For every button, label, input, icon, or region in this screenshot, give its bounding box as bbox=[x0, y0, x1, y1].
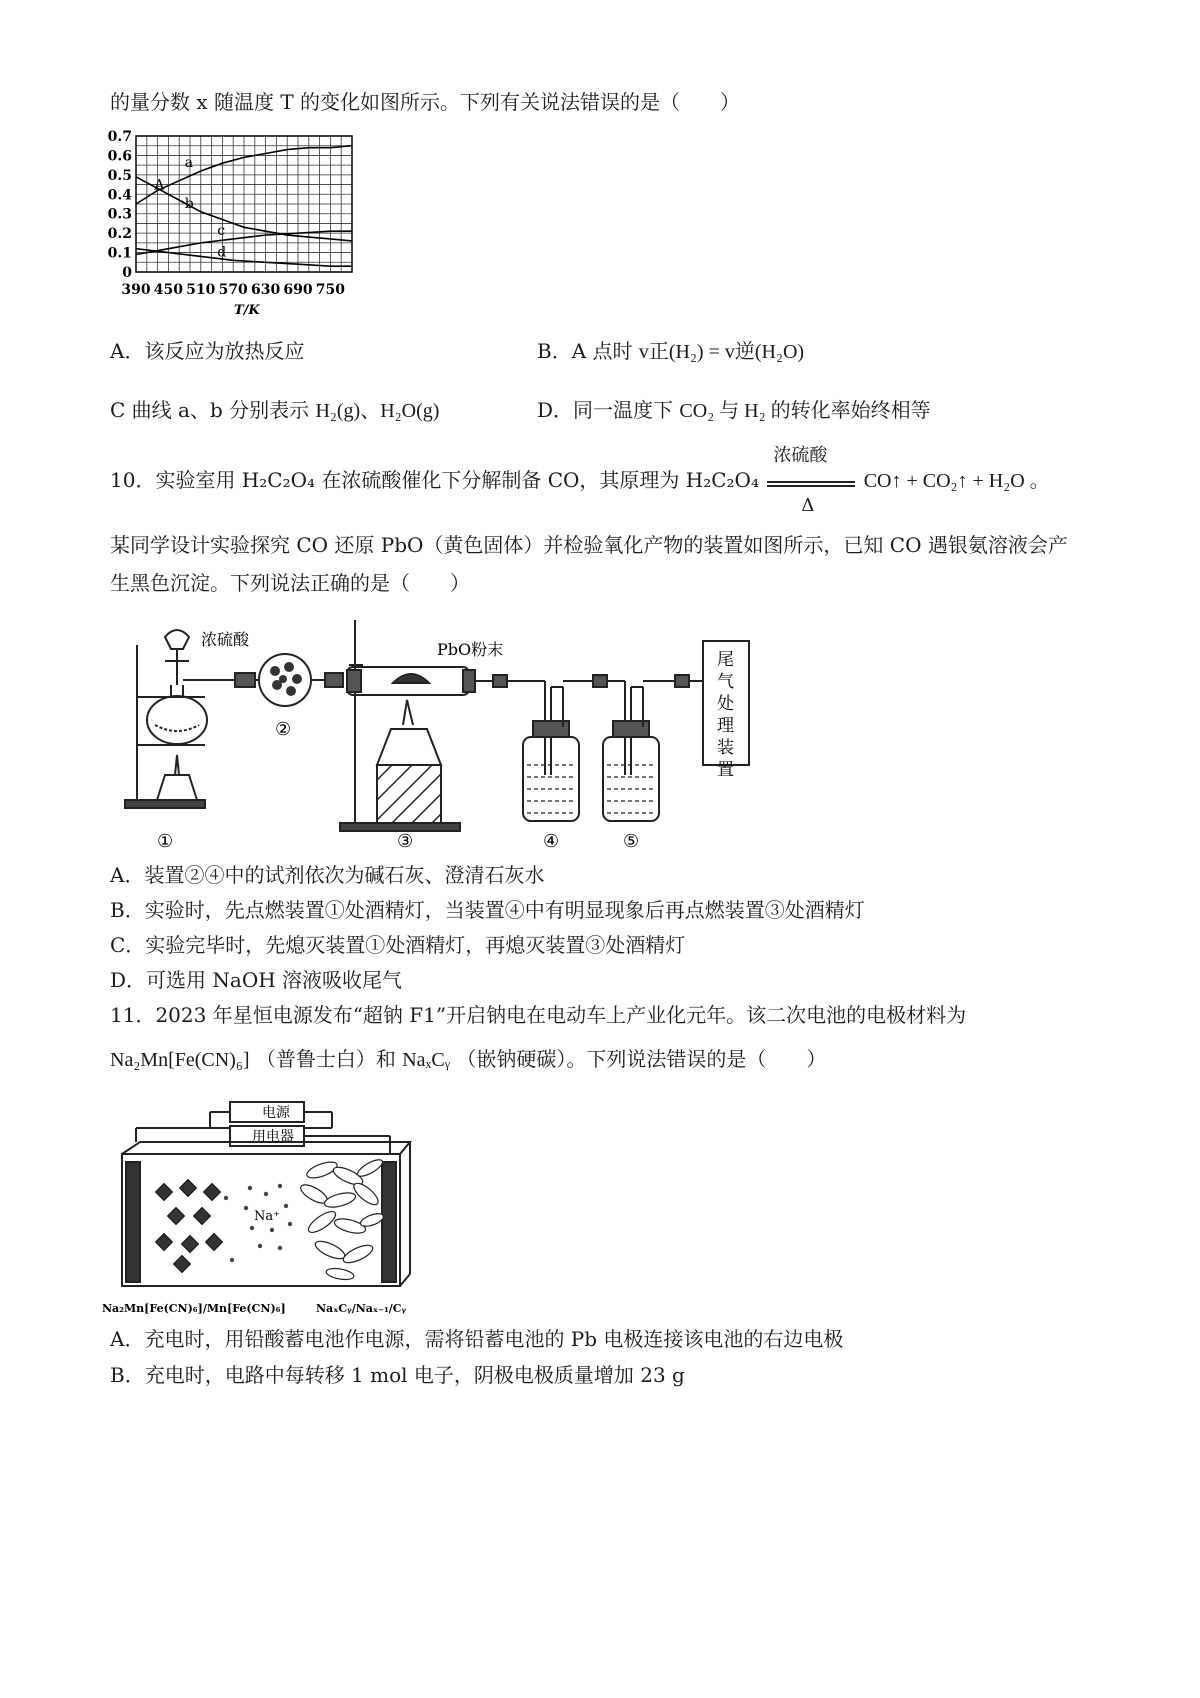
lamp-block bbox=[377, 765, 441, 823]
q11-formula-2: NaₓCᵧ bbox=[402, 1049, 450, 1071]
q10-line2: 某同学设计实验探究 CO 还原 PbO（黄色固体）并检验氧化产物的装置如图所示，已知 CO 遇银氨溶液会产 bbox=[110, 533, 1068, 557]
q10-option-d: D．可选用 NaOH 溶液吸收尾气 bbox=[110, 968, 403, 992]
series-label-c: c bbox=[217, 222, 226, 239]
series-label-d: d bbox=[217, 244, 227, 261]
label-n1: ① bbox=[157, 831, 174, 852]
q9-option-a: A．该反应为放热反应 bbox=[110, 339, 305, 363]
q9-option-c bbox=[110, 396, 439, 425]
q10-line1-a: 10．实验室用 H₂C₂O₄ 在浓硫酸催化下分解制备 CO，其原理为 H₂C₂O₄ bbox=[110, 468, 759, 492]
q9-option-b-expr: v正(H₂) = v逆(H₂O) bbox=[638, 341, 805, 363]
q10-option-a: A．装置②④中的试剂依次为碱石灰、澄清石灰水 bbox=[110, 863, 545, 887]
q9-option-c-expr: H₂(g)、H₂O(g) bbox=[315, 400, 440, 422]
prussian-white-lattice bbox=[156, 1180, 223, 1273]
q10-line3: 生黑色沉淀。下列说法正确的是（ ） bbox=[110, 571, 470, 595]
arrow-line bbox=[767, 481, 855, 483]
label-conc-acid: 浓硫酸 bbox=[201, 630, 250, 649]
y-tick-label: 0.7 bbox=[107, 129, 132, 145]
q11-line2-tail: （嵌钠硬碳）。下列说法错误的是（ ） bbox=[456, 1047, 827, 1071]
label-tail-4: 理 bbox=[717, 716, 734, 736]
label-appliance: 用电器 bbox=[252, 1129, 294, 1145]
label-power: 电源 bbox=[262, 1105, 290, 1121]
label-n3: ③ bbox=[397, 831, 414, 852]
y-tick-label: 0 bbox=[122, 265, 132, 281]
x-tick-label: 390 bbox=[121, 282, 151, 298]
point-a-label: A bbox=[154, 177, 165, 194]
label-n2: ② bbox=[275, 719, 292, 740]
x-tick-label: 750 bbox=[315, 282, 346, 298]
mole-fraction-chart bbox=[100, 128, 370, 324]
series-label-b: b bbox=[184, 195, 194, 212]
label-tail-1: 尾 bbox=[717, 650, 734, 670]
hard-carbon bbox=[298, 1157, 385, 1282]
apparatus-figure bbox=[115, 605, 755, 855]
separatory-funnel bbox=[165, 630, 189, 649]
x-axis-label: T/K bbox=[234, 303, 260, 318]
x-tick-label: 630 bbox=[250, 282, 281, 298]
q9-option-c-prefix: C 曲线 a、b 分别表示 bbox=[110, 398, 316, 422]
label-left-caption: Na₂Mn[Fe(CN)₆]/Mn[Fe(CN)₆] bbox=[102, 1302, 286, 1315]
y-tick-label: 0.1 bbox=[107, 245, 132, 262]
q10-option-c: C．实验完毕时，先熄灭装置①处酒精灯，再熄灭装置③处酒精灯 bbox=[110, 933, 686, 957]
label-tail-3: 处 bbox=[717, 694, 734, 714]
q9-option-b bbox=[537, 337, 804, 366]
stand-base-1 bbox=[125, 800, 205, 808]
arrow-condition-top: 浓硫酸 bbox=[773, 444, 828, 466]
arrow-line-2 bbox=[767, 485, 855, 487]
q9-option-d bbox=[537, 396, 931, 425]
label-na-ion: Na⁺ bbox=[254, 1209, 280, 1224]
q11-line1: 11．2023 年星恒电源发布“超钠 F1”开启钠电在电动车上产业化元年。该二次电池的电极材料为 bbox=[110, 1003, 967, 1027]
q9-option-d-expr: CO₂ 与 H₂ 的转化率始终相等 bbox=[679, 400, 931, 422]
q9-option-b-prefix: B．A 点时 bbox=[537, 339, 639, 363]
q11-option-a: A．充电时，用铅酸蓄电池作电源，需将铅蓄电池的 Pb 电极连接该电池的右边电极 bbox=[110, 1327, 844, 1351]
right-electrode bbox=[382, 1162, 396, 1282]
x-tick-label: 510 bbox=[186, 282, 216, 298]
q10-option-b: B．实验时，先点燃装置①处酒精灯，当装置④中有明显现象后再点燃装置③处酒精灯 bbox=[110, 898, 865, 922]
y-tick-label: 0.4 bbox=[107, 187, 132, 204]
arrow-condition-bottom: Δ bbox=[801, 494, 815, 516]
label-tail bbox=[717, 650, 734, 780]
y-tick-label: 0.5 bbox=[107, 167, 132, 184]
y-tick-label: 0.6 bbox=[107, 148, 132, 165]
series-label-a: a bbox=[184, 154, 194, 171]
label-n5: ⑤ bbox=[623, 831, 640, 852]
q10-line1 bbox=[110, 444, 1050, 516]
flask-1 bbox=[147, 696, 207, 744]
q11-option-b: B．充电时，电路中每转移 1 mol 电子，阴极电极质量增加 23 g bbox=[110, 1363, 685, 1387]
x-tick-label: 690 bbox=[283, 282, 313, 298]
battery-figure bbox=[100, 1090, 420, 1320]
reaction-arrow bbox=[765, 444, 857, 516]
x-tick-label: 450 bbox=[153, 282, 184, 298]
label-tail-6: 置 bbox=[717, 760, 734, 780]
q9-stem: 的量分数 x 随温度 T 的变化如图所示。下列有关说法错误的是（ ） bbox=[110, 90, 741, 114]
label-right-caption: NaₓCᵧ/Naₓ₋₁/Cᵧ bbox=[316, 1302, 407, 1315]
alcohol-lamp-3 bbox=[377, 729, 441, 765]
stand-base-3 bbox=[340, 823, 460, 831]
label-n4: ④ bbox=[543, 831, 560, 852]
label-tail-2: 气 bbox=[717, 672, 734, 692]
q10-line1-b: CO↑ + CO₂↑ + H₂O 。 bbox=[863, 470, 1050, 492]
q11-line2 bbox=[110, 1045, 826, 1074]
label-pbo: PbO粉末 bbox=[437, 640, 504, 659]
pbo-powder bbox=[393, 674, 429, 683]
y-tick-label: 0.2 bbox=[107, 226, 132, 243]
x-tick-label: 570 bbox=[218, 282, 248, 298]
q11-formula-1: Na₂Mn[Fe(CN)₆] bbox=[110, 1049, 250, 1071]
alcohol-lamp-1 bbox=[157, 775, 197, 800]
y-tick-label: 0.3 bbox=[107, 206, 132, 223]
left-electrode bbox=[126, 1162, 140, 1282]
q11-line2-mid: （普鲁士白）和 bbox=[255, 1047, 403, 1071]
label-tail-5: 装 bbox=[717, 738, 734, 758]
q9-option-d-prefix: D．同一温度下 bbox=[537, 398, 680, 422]
